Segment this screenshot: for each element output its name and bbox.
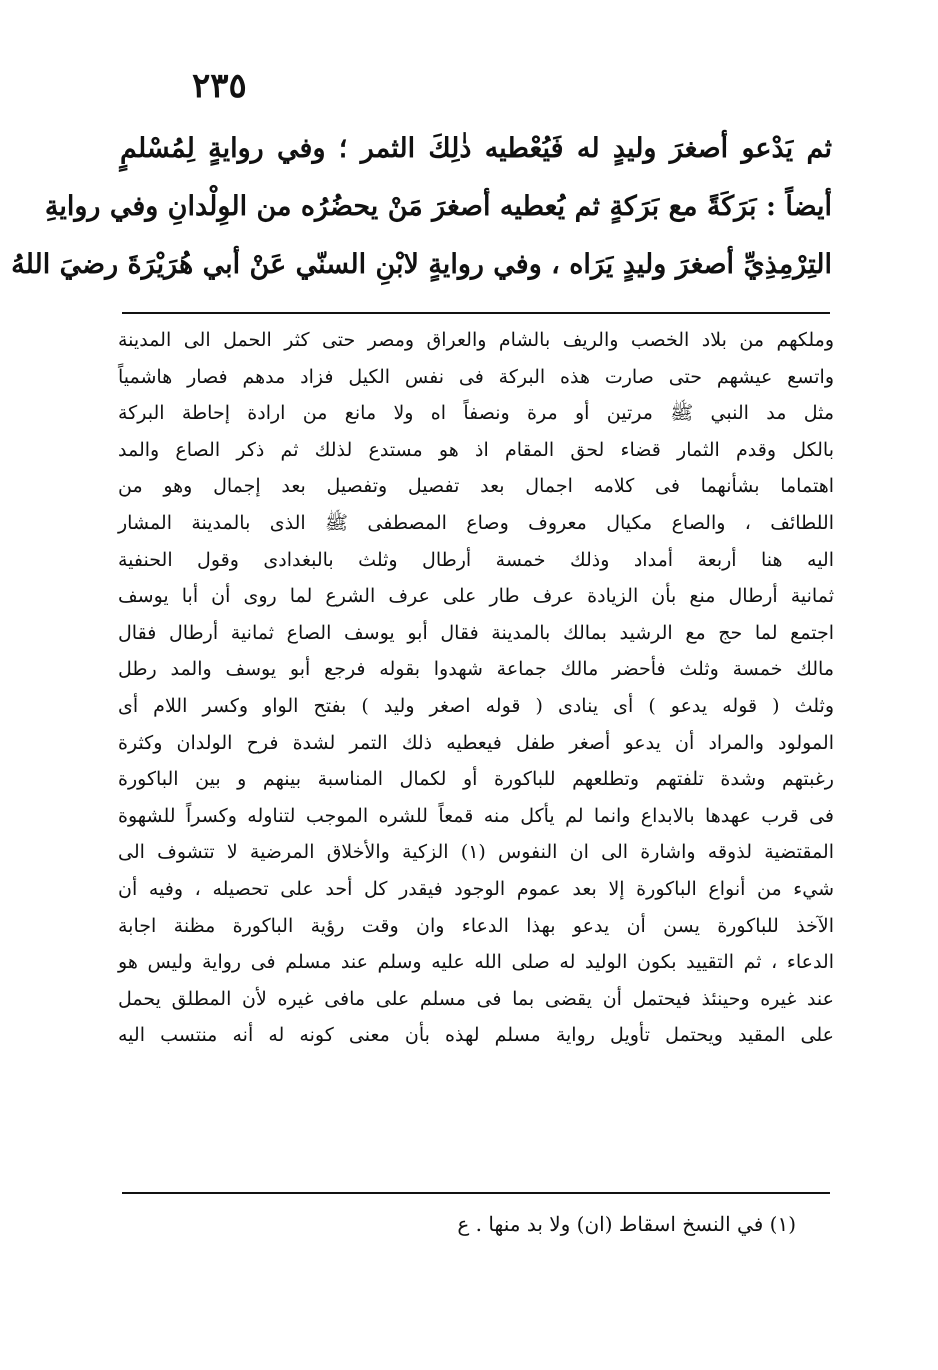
commentary-line: ثمانية أرطال منع بأن الزيادة عرف طار على عرف الشرع لما روى أن أبا يوسف	[118, 585, 834, 608]
matn-text	[11, 120, 832, 294]
footnote-separator	[122, 1192, 830, 1194]
commentary-line: اجتمع لما حج مع الرشيد بمالك بالمدينة فقال أبو يوسف الصاع ثمانية أرطال فقال	[118, 621, 834, 644]
commentary-line: الآخذ للباكورة يسن أن يدعو بهذا الدعاء وان وقت رؤية الباكورة مظنة اجابة	[118, 914, 834, 937]
commentary-line: اللطائف ، والصاع مكيال معروف وصاع المصطفى ﷺ الذى بالمدينة المشار	[118, 511, 834, 534]
matn-line: أيضاً : بَرَكَةً مع بَرَكةٍ ثم يُعطيه أصغرَ مَنْ يحضُرُه من الوِلْدانِ وفي روايةِ	[44, 191, 832, 222]
commentary-line: رغبتهم وشدة تلفتهم وتطلعهم للباكورة أو لكمال المناسبة بينهم و بين الباكورة	[118, 768, 834, 791]
commentary-line: على المقيد ويحتمل تأويل رواية مسلم لهذه بأن معنى كونه له أنه منتسب اليه	[118, 1024, 834, 1047]
separator-rule	[122, 312, 830, 314]
matn-line: ثم يَدْعو أصغرَ وليدٍ له فَيُعْطيه ذٰلِكَ الثمر ؛ وفي روايةٍ لِمُسْلمٍ	[120, 133, 832, 164]
page-number: ٢٣٥	[192, 66, 247, 106]
commentary-line: شيء من أنواع الباكورة إلا بعد عموم الوجود فيقدر كل أحد على تحصيله ، وفيه أن	[118, 877, 834, 900]
commentary-text	[118, 322, 834, 1054]
commentary-line: وثلث ( قوله يدعو ) أى ينادى ( قوله اصغر وليد ) بفتح الواو وكسر اللام أى	[118, 694, 834, 717]
footnote: (١) في النسخ اسقاط (ان) ولا بد منها . ع	[457, 1212, 796, 1236]
matn-line: التِرْمِذِيِّ أصغرَ وليدٍ يَرَاه ، وفي روايةٍ لابْنِ السنّي عَنْ أبي هُرَيْرَةَ رضيَ اللهُ	[11, 249, 832, 280]
commentary-line: مثل مد النبي ﷺ مرتين أو مرة ونصفاً اه ولا مانع من ارادة إحاطة البركة	[118, 402, 834, 425]
commentary-line: المقتضية لذوقه واشارة الى ان النفوس (١) الزكية والأخلاق المرضية لا تتشوف الى	[118, 841, 834, 864]
commentary-line: اهتماما بشأنهما فى كلامه اجمال بعد تفصيل وتفصيل بعد إجمال وهو من	[118, 475, 834, 498]
commentary-line: اليه هنا أربعة أمداد وذلك خمسة أرطال وثلث بالبغدادى وقول الحنفية	[118, 548, 834, 571]
commentary-line: بالكل وقدم الثمار قضاء لحق المقام اذ هو مستدع لذلك ثم ذكر الصاع والمد	[118, 438, 834, 461]
commentary-line: واتسع عيشهم حتى صارت هذه البركة فى نفس الكيل فزاد مدهم فصار هاشمياً	[118, 365, 834, 388]
commentary-line: مالك خمسة وثلث فأحضر مالك جماعة شهدوا بقوله فرجع أبو يوسف والمد رطل	[118, 658, 834, 681]
commentary-line: المولود والمراد أن يدعو أصغر طفل فيعطيه ذلك التمر لشدة فرح الولدان وكثرة	[118, 731, 834, 754]
commentary-line: عند غيره وحينئذ فيحتمل أن يقضى بما فى مسلم على مافى غيره لأن المطلق يحمل	[118, 987, 834, 1010]
commentary-line: الدعاء ، ثم التقييد بكون الوليد له صلى الله عليه وسلم عند مسلم فى رواية وليس هو	[118, 951, 834, 974]
commentary-line: فى قرب عهدها بالابداع وانما لم يأكل منه قمعاً للشره الموجب لتناوله وكسراً للشهوة	[118, 804, 834, 827]
commentary-line: وملكهم من بلاد الخصب والريف بالشام والعراق ومصر حتى كثر الحمل الى المدينة	[118, 329, 834, 351]
